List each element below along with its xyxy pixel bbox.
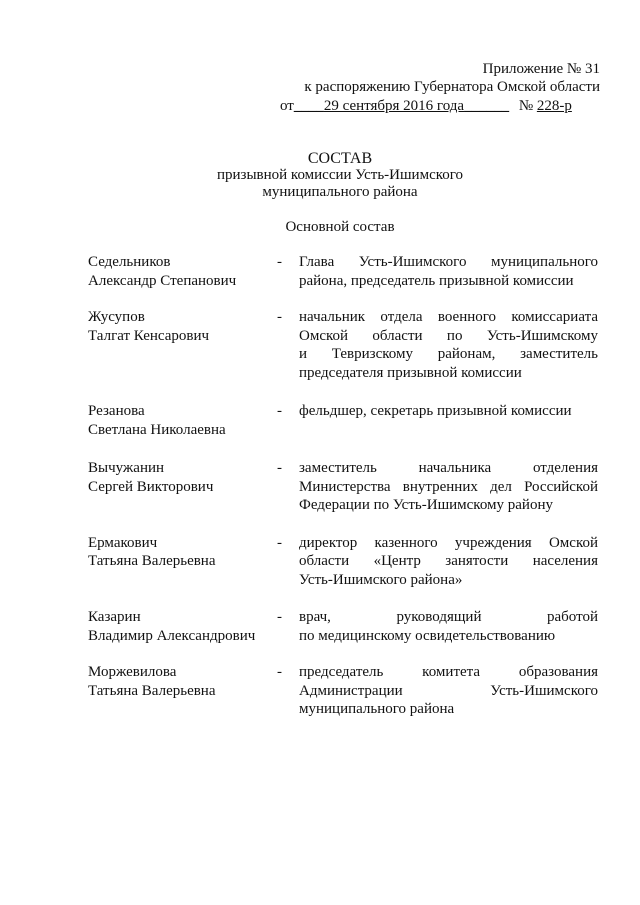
- title-line-2: призывной комиссии Усть-Ишимского: [216, 167, 464, 183]
- order-reference: к распоряжению Губернатора Омской области: [304, 79, 600, 95]
- member-name: [88, 308, 278, 345]
- member-given-names: Светлана Николаевна: [88, 421, 226, 438]
- role-line: председатель комитета образования: [299, 664, 598, 680]
- role-line: по медицинскому освидетельствованию: [299, 627, 556, 644]
- member-item: [88, 459, 598, 515]
- role-line: начальник отдела военного комиссариата: [299, 309, 598, 325]
- member-name: [88, 402, 278, 439]
- order-date: [294, 98, 509, 114]
- member-surname: Казарин: [88, 609, 141, 625]
- member-dash: -: [277, 309, 282, 325]
- member-surname: Моржевилова: [88, 664, 177, 680]
- order-date-value: 29 сентября 2016 года: [323, 98, 465, 114]
- member-name: [88, 534, 278, 571]
- member-given-names: Александр Степанович: [88, 272, 237, 289]
- date-blank-before: ____: [293, 98, 324, 114]
- member-dash: -: [277, 609, 282, 625]
- member-item: [88, 402, 598, 439]
- member-name: [88, 459, 278, 496]
- role-line: фельдшер, секретарь призывной комиссии: [299, 403, 572, 419]
- role-line: района, председатель призывной комиссии: [299, 272, 574, 289]
- role-line: Усть-Ишимского района»: [299, 571, 463, 588]
- role-line: области «Центр занятости населения: [299, 553, 598, 569]
- member-dash: -: [277, 254, 282, 270]
- member-role: [299, 308, 598, 382]
- role-line: заместитель начальника отделения: [299, 460, 598, 476]
- member-given-names: Татьяна Валерьевна: [88, 682, 216, 699]
- role-line: Федерации по Усть-Ишимскому району: [299, 497, 553, 513]
- role-line: директор казенного учреждения Омской: [299, 534, 598, 551]
- member-role: [299, 608, 598, 645]
- member-role: [299, 402, 598, 421]
- member-dash: -: [277, 403, 282, 419]
- role-line: и Тевризскому районам, заместитель: [299, 346, 598, 362]
- member-item: [88, 253, 598, 290]
- role-line: Глава Усть-Ишимского муниципального: [299, 254, 598, 270]
- member-surname: Ермакович: [88, 534, 158, 551]
- title-heading: СОСТАВ: [307, 150, 373, 167]
- member-dash: -: [277, 534, 282, 551]
- role-line: врач, руководящий работой: [299, 609, 598, 625]
- member-item: [88, 663, 598, 719]
- member-list: [88, 253, 598, 719]
- role-line: председателя призывной комиссии: [299, 364, 522, 381]
- member-item: [88, 608, 598, 645]
- date-prefix: от: [280, 98, 294, 114]
- member-surname: Жусупов: [88, 309, 145, 325]
- member-surname: Резанова: [88, 403, 145, 419]
- title-line-3: муниципального района: [262, 184, 418, 200]
- appendix-number: Приложение № 31: [482, 61, 600, 77]
- member-dash: -: [277, 664, 282, 680]
- member-given-names: Татьяна Валерьевна: [88, 553, 216, 569]
- member-item: [88, 308, 598, 382]
- role-line: Министерства внутренних дел Российской: [299, 478, 598, 495]
- document-header: [280, 60, 600, 115]
- member-name: [88, 253, 278, 290]
- document-title: [80, 150, 600, 201]
- date-blank-after: ______: [464, 98, 510, 114]
- section-heading: Основной состав: [285, 219, 395, 235]
- role-line: Администрации Усть-Ишимского: [299, 682, 598, 699]
- member-given-names: Владимир Александрович: [88, 627, 256, 644]
- number-label: №: [518, 98, 534, 114]
- member-role: [299, 459, 598, 515]
- member-surname: Седельников: [88, 254, 171, 270]
- member-given-names: Талгат Кенсарович: [88, 327, 210, 344]
- role-line: муниципального района: [299, 701, 455, 717]
- member-role: [299, 534, 598, 590]
- member-name: [88, 663, 278, 700]
- member-item: [88, 534, 598, 590]
- member-role: [299, 663, 598, 719]
- member-role: [299, 253, 598, 290]
- member-given-names: Сергей Викторович: [88, 478, 214, 495]
- order-number: 228-р: [536, 98, 572, 114]
- member-name: [88, 608, 278, 645]
- member-dash: -: [277, 460, 282, 476]
- order-date-line: [280, 97, 600, 115]
- role-line: Омской области по Усть-Ишимскому: [299, 327, 598, 344]
- member-surname: Вычужанин: [88, 460, 165, 476]
